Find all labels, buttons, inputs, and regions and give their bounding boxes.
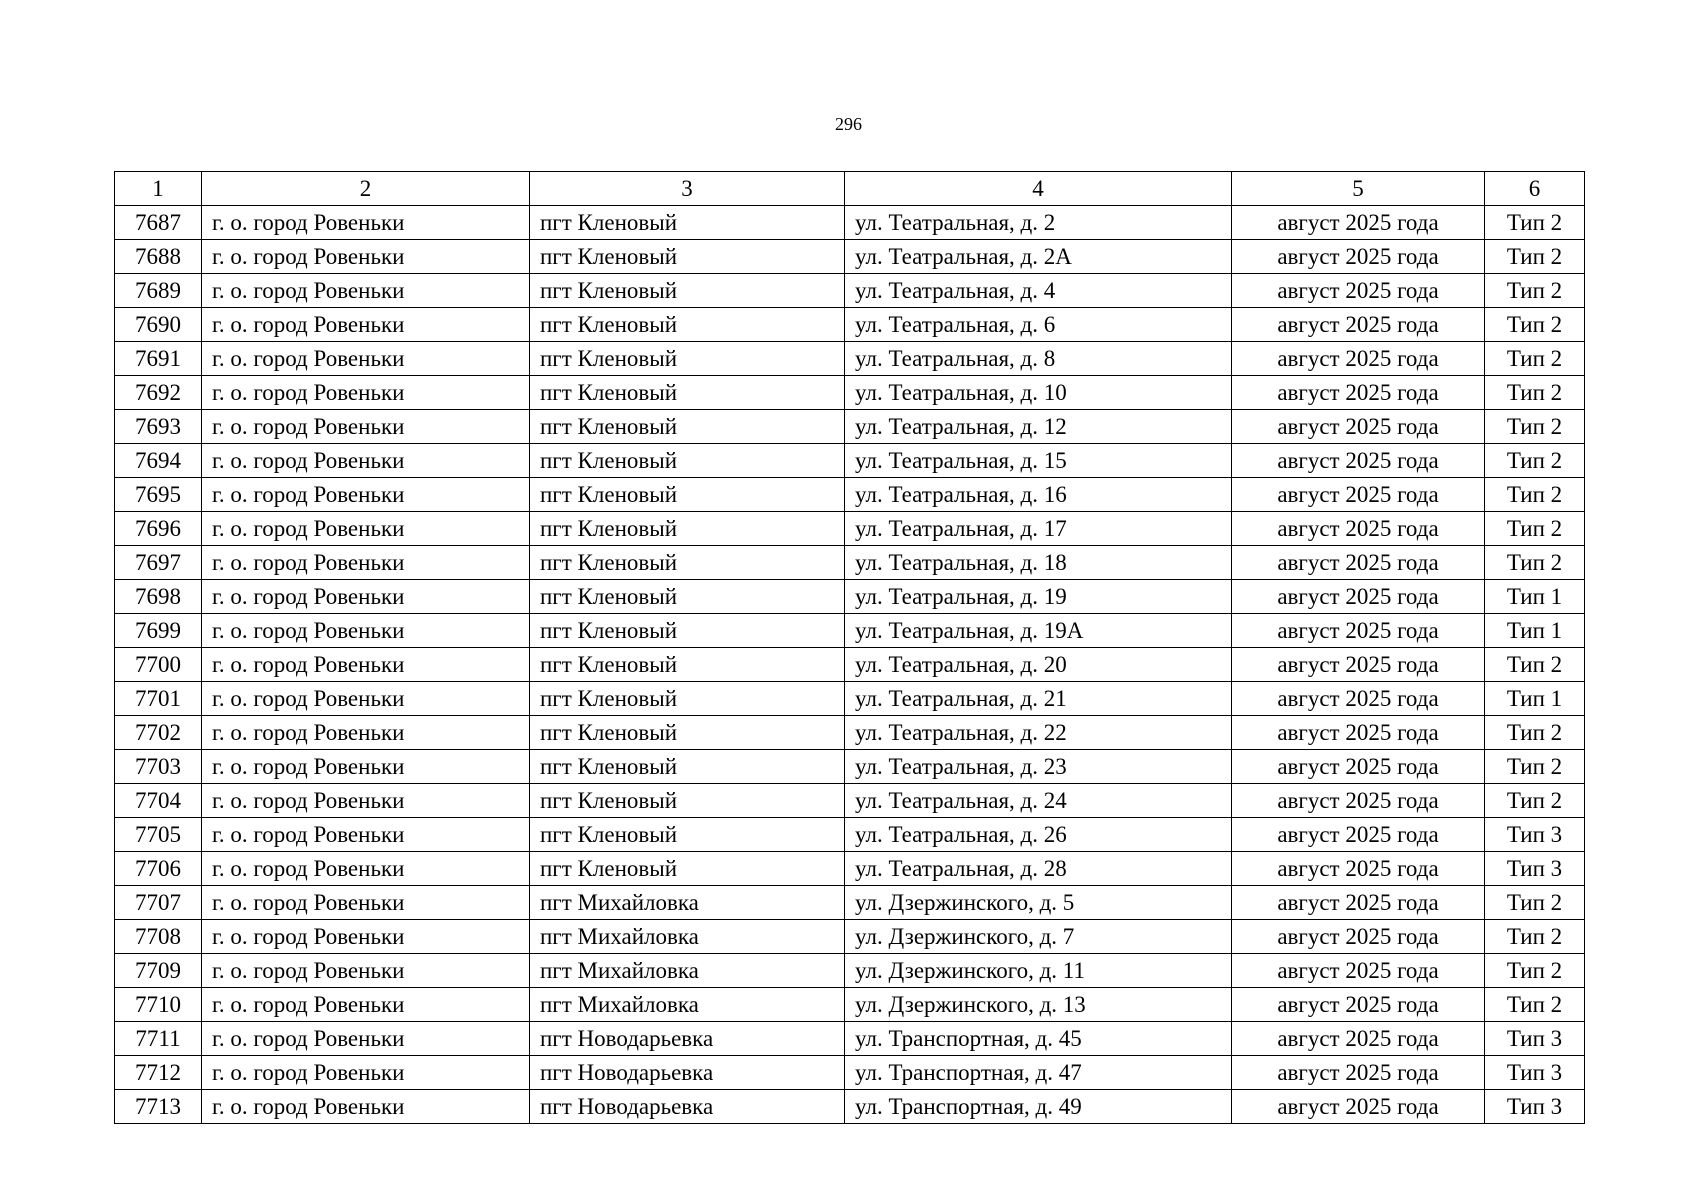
cell-address: ул. Театральная, д. 22 [845,716,1232,750]
header-row [115,172,1585,206]
table-row [115,206,1585,240]
cell-settlement: пгт Новодарьевка [530,1090,845,1124]
cell-settlement: пгт Новодарьевка [530,1022,845,1056]
table-row [115,682,1585,716]
table-row [115,920,1585,954]
cell-row-number: 7698 [115,580,202,614]
cell-type: Тип 2 [1485,410,1585,444]
cell-type: Тип 2 [1485,308,1585,342]
cell-address: ул. Театральная, д. 28 [845,852,1232,886]
cell-period: август 2025 года [1232,818,1485,852]
cell-type: Тип 2 [1485,988,1585,1022]
table-row [115,240,1585,274]
cell-municipality: г. о. город Ровеньки [202,716,530,750]
cell-address: ул. Транспортная, д. 47 [845,1056,1232,1090]
cell-address: ул. Дзержинского, д. 11 [845,954,1232,988]
column-header-4: 4 [845,172,1232,206]
cell-row-number: 7704 [115,784,202,818]
cell-row-number: 7690 [115,308,202,342]
cell-row-number: 7710 [115,988,202,1022]
table-row [115,512,1585,546]
cell-period: август 2025 года [1232,988,1485,1022]
cell-municipality: г. о. город Ровеньки [202,274,530,308]
cell-municipality: г. о. город Ровеньки [202,444,530,478]
cell-type: Тип 3 [1485,1090,1585,1124]
cell-municipality: г. о. город Ровеньки [202,342,530,376]
column-header-5: 5 [1232,172,1485,206]
register-table [114,171,1585,1124]
cell-type: Тип 1 [1485,614,1585,648]
cell-municipality: г. о. город Ровеньки [202,1022,530,1056]
cell-type: Тип 3 [1485,1056,1585,1090]
table-row [115,376,1585,410]
cell-settlement: пгт Кленовый [530,818,845,852]
cell-row-number: 7696 [115,512,202,546]
cell-settlement: пгт Михайловка [530,954,845,988]
cell-period: август 2025 года [1232,1090,1485,1124]
cell-settlement: пгт Кленовый [530,308,845,342]
cell-type: Тип 2 [1485,546,1585,580]
cell-settlement: пгт Михайловка [530,988,845,1022]
cell-row-number: 7691 [115,342,202,376]
cell-row-number: 7700 [115,648,202,682]
cell-period: август 2025 года [1232,410,1485,444]
table-row [115,648,1585,682]
cell-row-number: 7693 [115,410,202,444]
table-row [115,274,1585,308]
cell-period: август 2025 года [1232,478,1485,512]
cell-period: август 2025 года [1232,274,1485,308]
cell-type: Тип 2 [1485,240,1585,274]
column-header-1: 1 [115,172,202,206]
cell-settlement: пгт Кленовый [530,648,845,682]
cell-period: август 2025 года [1232,376,1485,410]
table-row [115,954,1585,988]
cell-municipality: г. о. город Ровеньки [202,784,530,818]
cell-period: август 2025 года [1232,1056,1485,1090]
cell-municipality: г. о. город Ровеньки [202,682,530,716]
cell-period: август 2025 года [1232,1022,1485,1056]
cell-period: август 2025 года [1232,648,1485,682]
cell-settlement: пгт Михайловка [530,920,845,954]
cell-period: август 2025 года [1232,308,1485,342]
cell-municipality: г. о. город Ровеньки [202,308,530,342]
cell-type: Тип 1 [1485,682,1585,716]
cell-address: ул. Театральная, д. 8 [845,342,1232,376]
cell-row-number: 7702 [115,716,202,750]
cell-period: август 2025 года [1232,682,1485,716]
cell-row-number: 7705 [115,818,202,852]
table-row [115,1022,1585,1056]
cell-row-number: 7709 [115,954,202,988]
cell-row-number: 7706 [115,852,202,886]
cell-period: август 2025 года [1232,784,1485,818]
cell-period: август 2025 года [1232,750,1485,784]
table-row [115,342,1585,376]
cell-address: ул. Театральная, д. 2А [845,240,1232,274]
cell-municipality: г. о. город Ровеньки [202,512,530,546]
cell-row-number: 7694 [115,444,202,478]
cell-address: ул. Театральная, д. 12 [845,410,1232,444]
cell-address: ул. Театральная, д. 6 [845,308,1232,342]
cell-settlement: пгт Кленовый [530,512,845,546]
cell-address: ул. Театральная, д. 2 [845,206,1232,240]
cell-row-number: 7688 [115,240,202,274]
cell-period: август 2025 года [1232,580,1485,614]
cell-municipality: г. о. город Ровеньки [202,478,530,512]
cell-period: август 2025 года [1232,512,1485,546]
cell-type: Тип 2 [1485,376,1585,410]
table-body [115,206,1585,1124]
cell-address: ул. Театральная, д. 26 [845,818,1232,852]
cell-settlement: пгт Кленовый [530,342,845,376]
cell-row-number: 7701 [115,682,202,716]
cell-type: Тип 3 [1485,818,1585,852]
table-row [115,886,1585,920]
cell-address: ул. Театральная, д. 19 [845,580,1232,614]
cell-settlement: пгт Кленовый [530,274,845,308]
cell-address: ул. Театральная, д. 4 [845,274,1232,308]
cell-address: ул. Транспортная, д. 45 [845,1022,1232,1056]
table-row [115,784,1585,818]
cell-period: август 2025 года [1232,444,1485,478]
cell-municipality: г. о. город Ровеньки [202,240,530,274]
cell-municipality: г. о. город Ровеньки [202,818,530,852]
cell-settlement: пгт Кленовый [530,206,845,240]
cell-address: ул. Театральная, д. 16 [845,478,1232,512]
cell-municipality: г. о. город Ровеньки [202,648,530,682]
cell-row-number: 7707 [115,886,202,920]
table-row [115,410,1585,444]
cell-municipality: г. о. город Ровеньки [202,988,530,1022]
cell-address: ул. Транспортная, д. 49 [845,1090,1232,1124]
cell-settlement: пгт Михайловка [530,886,845,920]
cell-settlement: пгт Кленовый [530,410,845,444]
column-header-2: 2 [202,172,530,206]
cell-type: Тип 3 [1485,852,1585,886]
cell-row-number: 7713 [115,1090,202,1124]
cell-settlement: пгт Кленовый [530,852,845,886]
cell-address: ул. Театральная, д. 19А [845,614,1232,648]
cell-settlement: пгт Кленовый [530,784,845,818]
cell-period: август 2025 года [1232,546,1485,580]
cell-period: август 2025 года [1232,954,1485,988]
cell-type: Тип 2 [1485,274,1585,308]
cell-settlement: пгт Кленовый [530,478,845,512]
cell-municipality: г. о. город Ровеньки [202,1090,530,1124]
cell-row-number: 7711 [115,1022,202,1056]
cell-type: Тип 2 [1485,920,1585,954]
cell-address: ул. Дзержинского, д. 5 [845,886,1232,920]
table-row [115,308,1585,342]
cell-address: ул. Театральная, д. 20 [845,648,1232,682]
cell-municipality: г. о. город Ровеньки [202,206,530,240]
cell-settlement: пгт Кленовый [530,580,845,614]
cell-period: август 2025 года [1232,342,1485,376]
column-header-6: 6 [1485,172,1585,206]
cell-settlement: пгт Кленовый [530,750,845,784]
cell-type: Тип 2 [1485,342,1585,376]
cell-settlement: пгт Кленовый [530,614,845,648]
cell-address: ул. Театральная, д. 18 [845,546,1232,580]
table-row [115,546,1585,580]
cell-row-number: 7692 [115,376,202,410]
cell-type: Тип 2 [1485,512,1585,546]
table-row [115,750,1585,784]
cell-municipality: г. о. город Ровеньки [202,954,530,988]
table-row [115,444,1585,478]
cell-period: август 2025 года [1232,240,1485,274]
cell-type: Тип 2 [1485,478,1585,512]
cell-municipality: г. о. город Ровеньки [202,546,530,580]
column-header-3: 3 [530,172,845,206]
cell-type: Тип 2 [1485,444,1585,478]
cell-municipality: г. о. город Ровеньки [202,750,530,784]
cell-address: ул. Дзержинского, д. 7 [845,920,1232,954]
cell-municipality: г. о. город Ровеньки [202,376,530,410]
cell-settlement: пгт Кленовый [530,716,845,750]
cell-municipality: г. о. город Ровеньки [202,410,530,444]
table-row [115,988,1585,1022]
cell-address: ул. Театральная, д. 10 [845,376,1232,410]
cell-address: ул. Дзержинского, д. 13 [845,988,1232,1022]
cell-address: ул. Театральная, д. 17 [845,512,1232,546]
cell-row-number: 7697 [115,546,202,580]
cell-settlement: пгт Кленовый [530,682,845,716]
cell-address: ул. Театральная, д. 15 [845,444,1232,478]
cell-row-number: 7712 [115,1056,202,1090]
cell-municipality: г. о. город Ровеньки [202,580,530,614]
cell-row-number: 7687 [115,206,202,240]
table-row [115,818,1585,852]
cell-type: Тип 2 [1485,954,1585,988]
cell-settlement: пгт Новодарьевка [530,1056,845,1090]
cell-municipality: г. о. город Ровеньки [202,852,530,886]
cell-municipality: г. о. город Ровеньки [202,1056,530,1090]
table-row [115,1056,1585,1090]
cell-settlement: пгт Кленовый [530,444,845,478]
cell-address: ул. Театральная, д. 24 [845,784,1232,818]
cell-type: Тип 2 [1485,750,1585,784]
cell-address: ул. Театральная, д. 23 [845,750,1232,784]
table-row [115,614,1585,648]
cell-period: август 2025 года [1232,920,1485,954]
cell-type: Тип 1 [1485,580,1585,614]
cell-row-number: 7699 [115,614,202,648]
table-row [115,716,1585,750]
cell-type: Тип 2 [1485,206,1585,240]
cell-type: Тип 2 [1485,648,1585,682]
page-number: 296 [835,114,862,134]
cell-row-number: 7695 [115,478,202,512]
cell-period: август 2025 года [1232,206,1485,240]
cell-row-number: 7703 [115,750,202,784]
cell-settlement: пгт Кленовый [530,376,845,410]
table-row [115,580,1585,614]
cell-type: Тип 2 [1485,716,1585,750]
cell-municipality: г. о. город Ровеньки [202,614,530,648]
cell-settlement: пгт Кленовый [530,546,845,580]
cell-settlement: пгт Кленовый [530,240,845,274]
cell-municipality: г. о. город Ровеньки [202,886,530,920]
table-row [115,852,1585,886]
cell-row-number: 7689 [115,274,202,308]
cell-type: Тип 2 [1485,784,1585,818]
cell-type: Тип 3 [1485,1022,1585,1056]
cell-period: август 2025 года [1232,716,1485,750]
cell-address: ул. Театральная, д. 21 [845,682,1232,716]
cell-row-number: 7708 [115,920,202,954]
table-row [115,478,1585,512]
cell-municipality: г. о. город Ровеньки [202,920,530,954]
cell-period: август 2025 года [1232,852,1485,886]
cell-period: август 2025 года [1232,886,1485,920]
cell-period: август 2025 года [1232,614,1485,648]
table-row [115,1090,1585,1124]
cell-type: Тип 2 [1485,886,1585,920]
